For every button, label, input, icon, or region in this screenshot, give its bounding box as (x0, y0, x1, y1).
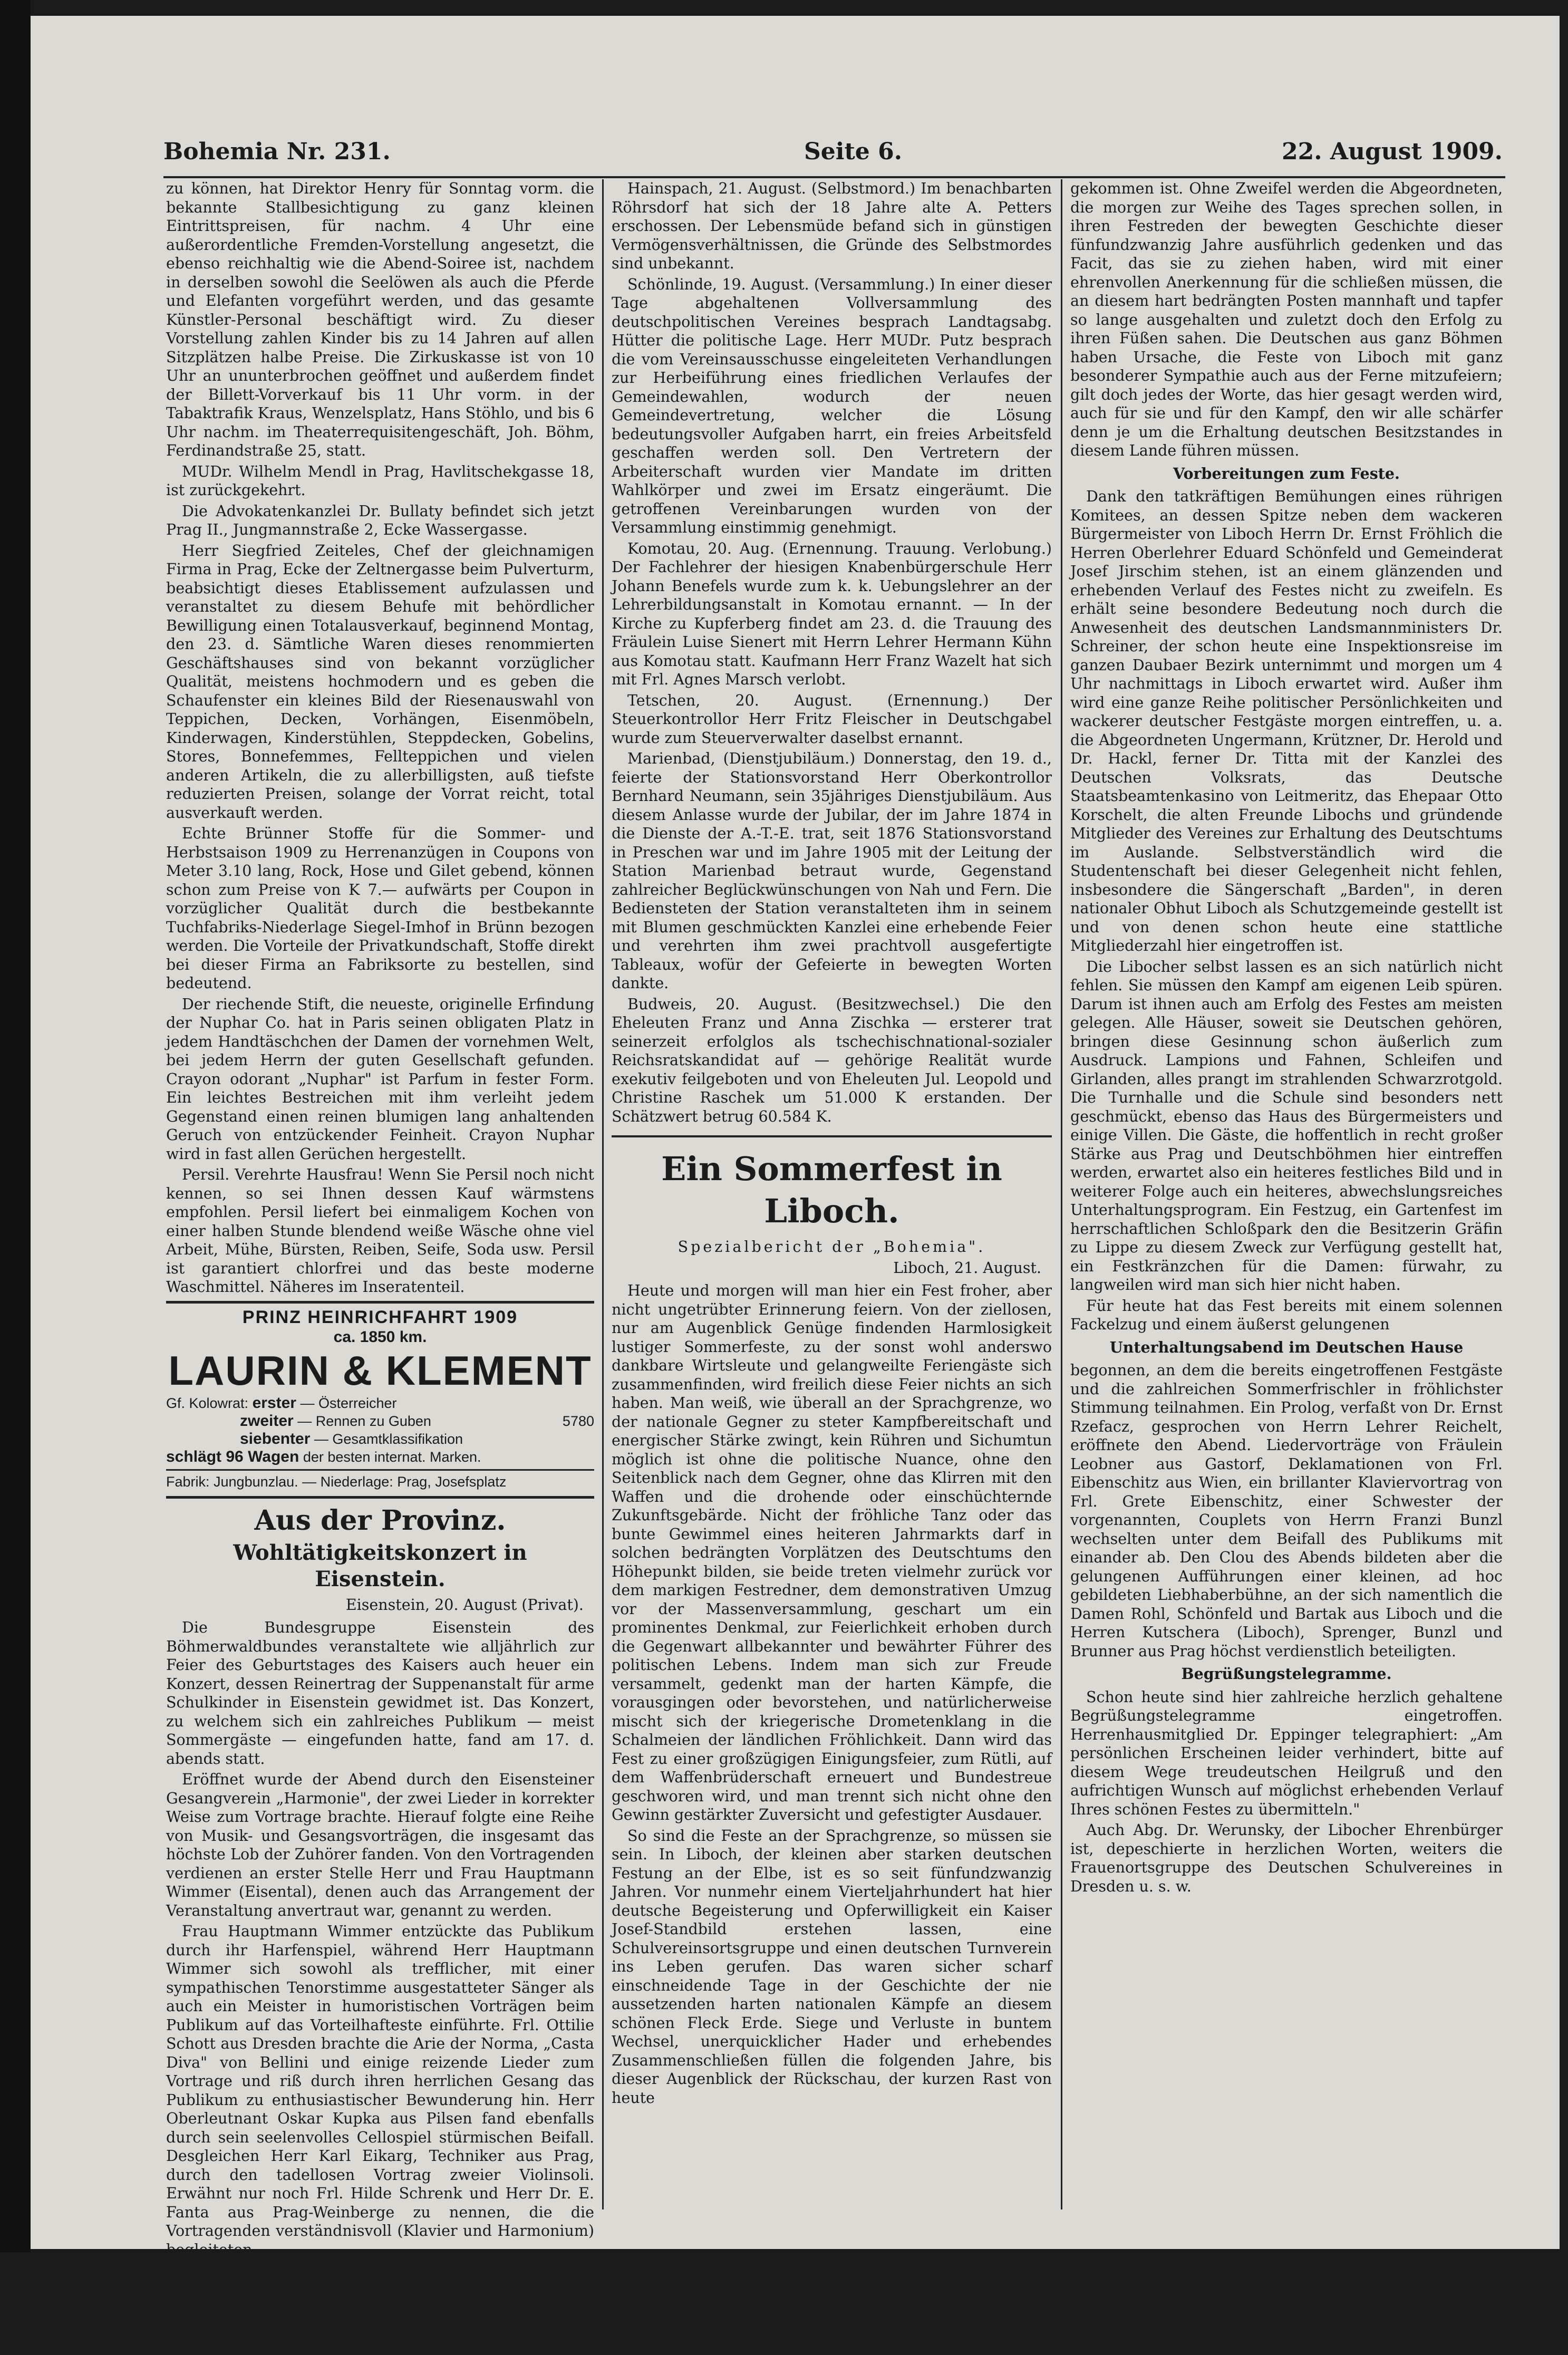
ad-footer: Fabrik: Jungbunzlau. — Niederlage: Prag, Josefsplatz (166, 1469, 594, 1491)
ad-distance: ca. 1850 km. (333, 1328, 427, 1346)
news-marienbad: Marienbad, (Dienstjubiläum.) Donnerstag, den 19. d., feierte der Stationsvorstand Herr Oberkontrollor Bernhard Neumann, sein 35jähriges Dienstjubiläum. Aus diesem Anlasse wurde der Jubilar, der im Jahre 1874 in die Dienste der A.-T.-E. trat, seit 1876 Stationsvorstand in Preschen war und im Jahre 1905 mit der Leitung der Station Marienbad betraut wurde, Gegenstand zahlreicher Beglückwünschungen von Nah und Fern. Die Bediensteten der Station veranstalteten ihm in seinem mit Blumen geschmückten Kanzlei eine erhebende Feier und verehrten ihm zwei prachtvoll ausgefertigte Tableaux, wofür der Gefeierte in bewegten Worten dankte. (612, 750, 1052, 992)
eisenstein-paragraph-3: Frau Hauptmann Wimmer entzückte das Publikum durch ihr Harfenspiel, während Herr Hauptmann Wimmer sich sowohl als trefflicher, mit einer sympathischen Tenorstimme ausgestatteter Sänger als auch ein Meister in humoristischen Vorträgen beim Publikum auf das Vorteilhafteste einführte. Frl. Ottilie Schott aus Dresden brachte die Arie der Norma, „Casta Diva" von Bellini und einige reizende Lieder zum Vortrage und riß durch ihren herrlichen Gesang das Publikum zu enthusiastischer Bewunderung hin. Herr Oberleutnant Oskar Kupka aus Pilsen fand ebenfalls durch sein seelenvolles Cellospiel stürmischen Beifall. Desgleichen Herr Karl Eikarg, Techniker aus Prag, durch den tadellosen Vortrag zweier Violinsoli. Erwähnt nur noch Frl. Hilde Schrenk und Herr Dr. E. Fanta aus Prag-Weinberge zu nennen, die die Vortragenden verständnisvoll (Klavier und Harmonium) begleiteten. (166, 1923, 594, 2259)
news-komotau: Komotau, 20. Aug. (Ernennung. Trauung. Verlobung.) Der Fachlehrer der hiesigen Knabenbürgerschule Herr Johann Benefels wurde zum k. k. Uebungslehrer an der Lehrerbildungsanstalt in Komotau ernannt. — In der Kirche zu Kupferberg findet am 23. d. die Trauung des Fräulein Luise Sienert mit Herrn Lehrer Hermann Kühn aus Komotau statt. Kaufmann Herr Franz Wazelt hat sich mit Frl. Agnes Marsch verlobt. (612, 539, 1052, 688)
article-title-eisenstein: Wohltätigkeitskonzert in Eisenstein. (233, 1540, 527, 1591)
section-title-province: Aus der Provinz. (254, 1504, 506, 1537)
news-budweis: Budweis, 20. August. (Besitzwechsel.) Die den Eheleuten Franz und Anna Zischka — ersterer trat seinerzeit erfolglos als tschechischnational-sozialer Reichsratskandidat auf — gehörige Realität wurde exekutiv feilgeboten und von Eheleuten Jul. Leopold und Christine Raschek um 51.000 K erstanden. Der Schätzwert betrug 60.584 K. (612, 995, 1052, 1125)
circus-notice: zu können, hat Direktor Henry für Sonntag vorm. die bekannte Stallbesichtigung zu ganz kleinen Eintrittspreisen, für nachm. 4 Uhr eine außerordentliche Fremden-Vorstellung angesetzt, die ebenso reichhaltig wie die Abend-Soiree ist, nachdem in derselben sowohl die Seelöwen als auch die Pferde und Elefanten vorgeführt werden, und das gesamte Künstler-Personal beschäftigt wird. Zu dieser Vorstellung zahlen Kinder bis zu 14 Jahren auf allen Sitzplätzen halbe Preise. Die Zirkuskasse ist von 10 Uhr an ununterbrochen geöffnet und außerdem findet der Billett-Vorverkauf bis 11 Uhr vorm. in der Tabaktrafik Kraus, Wenzelsplatz, Hans Stöhlo, und bis 6 Uhr nachm. im Theaterrequisitengeschäft, Joh. Böhm, Ferdinandstraße 25, statt. (166, 180, 594, 459)
news-tetschen: Tetschen, 20. August. (Ernennung.) Der Steuerkontrollor Herr Fritz Fleischer in Deutschgabel wurde zum Steuerverwalter daselbst ernannt. (612, 691, 1052, 747)
column-2 (612, 179, 1052, 2209)
special-report-line: Spezialbericht der „Bohemia". (677, 1238, 986, 1256)
notice-persil: Persil. Verehrte Hausfrau! Wenn Sie Persil noch nicht kennen, so sei Ihnen dessen Kauf wärmstens empfohlen. Persil liefert bei einmaligem Kochen von einer halben Stunde blendend weiße Wäsche ohne viel Arbeit, Mühe, Bürsten, Reiben, Seife, Soda usw. Persil ist garantiert chlorfrei und das beste moderne Waschmittel. Näheres im Inseratenteil. (166, 1166, 594, 1296)
column-divider-1 (602, 179, 604, 2209)
column-divider-2 (1061, 179, 1062, 2209)
subhead-entertainment-evening: Unterhaltungsabend im Deutschen Hause (1109, 1338, 1464, 1356)
eisenstein-paragraph-4: Zum Schluß sei erwähnt, daß das Publikum von der Vornehmheit und Gediegenheit der feurigen Darbietungen auf das angenehmste überrascht war und daß der Reinertrag ein nicht unbedeutender sein dürfte. (166, 2262, 594, 2354)
dateline-liboch: Liboch, 21. August. (893, 1259, 1041, 1277)
ad-row-2: zweiter — Rennen zu Guben 5780 (240, 1412, 594, 1430)
entertainment-paragraph: begonnen, an dem die bereits eingetroffenen Festgäste und die zahlreichen Sommerfrischler in fröhlichster Stimmung teilnahmen. Ein Prolog, verfaßt von Dr. Ernst Rzefacz, gesprochen von Herrn Lehrer Reichelt, eröffnete den Abend. Liedervorträge von Fräulein Leobner aus Gastorf, Deklamationen von Frl. Eibenschitz aus Wien, ein brillanter Klaviervortrag von Frl. Grete Eibenschitz, einer Schwester der vorgenannten, Couplets von Herrn Franzi Bunzl wechselten unter dem Beifall des Publikums mit einander ab. Den Clou des Abends bildeten aber die gelungenen Aufführungen einer kleinen, ad hoc gebildeten Liebhaberbühne, an der sich namentlich die Damen Rohl, Schönfeld und Bartak aus Liboch und die Herren Kutschera (Liboch), Sprenger, Bunzl und Brunner aus Prag höchst verdienstlich beteiligten. (1070, 1362, 1503, 1660)
ad-event-title: PRINZ HEINRICHFAHRT 1909 (242, 1307, 518, 1327)
page-header (163, 138, 1503, 175)
ad-brand: LAURIN & KLEMENT (168, 1347, 592, 1394)
column-1 (166, 179, 594, 2354)
subhead-telegrams: Begrüßungstelegramme. (1181, 1665, 1392, 1683)
ad-row-1: Gf. Kolowrat: erster — Österreicher (166, 1394, 397, 1412)
article-title-liboch: Ein Sommerfest in Liboch. (612, 1135, 1052, 1232)
eisenstein-paragraph-2: Eröffnet wurde der Abend durch den Eisensteiner Gesangverein „Harmonie", der zwei Lieder in korrekter Weise zum Vortrage brachte. Hierauf folgte eine Reihe von Musik- und Gesangsvorträgen, die insgesamt das höchste Lob der Zuhörer fanden. Von den Vortragenden verdienen an erster Stelle Herr und Frau Hauptmann Wimmer (Eisental), denen auch das Arrangement der Veranstaltung anvertraut war, genannt zu werden. (166, 1771, 594, 1919)
news-schoenlinde: Schönlinde, 19. August. (Versammlung.) In einer dieser Tage abgehaltenen Vollversammlung des deutschpolitischen Vereines besprach Landtagsabg. Hütter die politische Lage. Herr MUDr. Putz besprach die vom Vereinsausschusse eingeleiteten Verhandlungen zur Herbeiführung eines friedlichen Verlaufes der Gemeindewahlen, wodurch der neuen Gemeindevertretung, welcher die Lösung bedeutungsvoller Aufgaben harrt, ein freies Arbeitsfeld geschaffen werden soll. Den Vertretern der Arbeiterschaft wurden vier Mandate im dritten Wahlkörper und zwei im Ersatz eingeräumt. Die getroffenen Vereinbarungen wurden von der Versammlung einstimmig genehmigt. (612, 275, 1052, 536)
header-date: 22. August 1909. (1282, 138, 1503, 165)
telegrams-paragraph-1: Schon heute sind hier zahlreiche herzlich gehaltene Begrüßungstelegramme eingetroffen. Herrenhausmitglied Dr. Eppinger telegraphiert: „Am persönlichen Erscheinen leider verhindert, bitte auf diesem Wege treudeutschen Heilgruß und den aufrichtigen Wunsch auf möglichst erhebenden Verlauf Ihres schönen Festes zu übermitteln." (1070, 1688, 1503, 1818)
header-rule (163, 176, 1505, 178)
header-page-number: Seite 6. (804, 138, 903, 165)
preparations-paragraph-3: Für heute hat das Fest bereits mit einem solennen Fackelzug und einem äußerst gelungenen (1070, 1297, 1503, 1333)
column-3 (1070, 179, 1503, 2209)
eisenstein-paragraph-1: Die Bundesgruppe Eisenstein des Böhmerwaldbundes veranstaltete wie alljährlich zur Feier des Geburtstages des Kaisers auch heuer ein Konzert, dessen Reinertrag der Suppenanstalt für arme Schulkinder in Eisenstein gewidmet ist. Das Konzert, zu welchem sich ein zahlreiches Publikum — meist Sommergäste — eingefunden hatte, fand am 17. d. abends statt. (166, 1619, 594, 1768)
scan-border-left (0, 0, 31, 2252)
ad-row-4: schlägt 96 Wagen der besten internat. Marken. (166, 1447, 481, 1465)
preparations-paragraph-1: Dank den tatkräftigen Bemühungen eines rührigen Komitees, an dessen Spitze neben dem wackeren Bürgermeister von Liboch Herrn Dr. Ernst Fröhlich die Herren Oberlehrer Eduard Schönfeld und Gemeinderat Josef Jirschim stehen, ist an einem glänzenden und erhebenden Verlauf des Festes nicht zu zweifeln. Es erhält seine besondere Bedeutung noch durch die Anwesenheit des deutschen Landsmannministers Dr. Schreiner, der schon heute eine Inspektionsreise im ganzen Daubaer Bezirk unternimmt und morgen um 4 Uhr nachmittags in Liboch erwartet wird. Außer ihm wird eine ganze Reihe politischer Persönlichkeiten und wackerer deutscher Festgäste morgen eintreffen, u. a. die Abgeordneten Ungermann, Krützner, Dr. Herold und Dr. Hackl, ferner Dr. Titta mit der Kanzlei des Deutschen Volksrats, das Deutsche Staatsbeamtenkasino von Leitmeritz, das Ehepaar Otto Korschelt, die alten Freunde Libochs und gründende Mitglieder des Vereines zur Erhaltung des Deutschtums im Auslande. Selbstverständlich wird die Studentenschaft bei dieser Gelegenheit nicht fehlen, insbesondere die Sängerschaft „Barden", in deren nationaler Obhut Liboch als Schutzgemeinde gestellt ist und von denen schon heute eine stattliche Mitgliederzahl hier eingetroffen ist. (1070, 488, 1503, 954)
subhead-preparations: Vorbereitungen zum Feste. (1173, 464, 1400, 482)
preparations-paragraph-2: Die Libocher selbst lassen es an sich natürlich nicht fehlen. Sie müssen den Kampf am eigenen Leib spüren. Darum ist ihnen auch am Erfolg des Festes am meisten gelegen. Alle Häuser, soweit sie Deutschen gehören, bringen diese Gesinnung schon äußerlich zum Ausdruck. Lampions und Fahnen, Schleifen und Girlanden, alles prangt im strahlenden Schwarzrotgold. Die Turnhalle und die Schule sind besonders nett geschmückt, ebenso das Haus des Bürgermeisters und einige Villen. Die Gäste, die hoffentlich in recht großer Stärke aus Prag und Deutschböhmen hier eintreffen werden, erwartet also ein heiteres festliches Bild und in weiterer Folge auch ein heiteres, abwechslungsreiches Unterhaltungsprogram. Ein Festzug, ein Gartenfest im herrschaftlichen Schloßpark den die Besitzerin Gräfin zu Lippe zu diesem Zweck zur Verfügung gestellt hat, ein Festkränzchen für die Damen: fürwahr, zu langweilen wird man sich hier nicht haben. (1070, 958, 1503, 1294)
notice-nuphar: Der riechende Stift, die neueste, originelle Erfindung der Nuphar Co. hat in Paris seinen obligaten Platz in jedem Handtäschchen der Damen der vornehmen Welt, bei jedem Herrn der guten Gesellschaft gefunden. Crayon odorant „Nuphar" ist Parfum in fester Form. Ein leichtes Bestreichen mit ihm verleiht jedem Gegenstand einen reinen blumigen lang anhaltenden Geruch von entzückender Feinheit. Crayon Nuphar wird in fast allen Gerüchen hergestellt. (166, 995, 594, 1163)
notice-bullaty: Die Advokatenkanzlei Dr. Bullaty befindet sich jetzt Prag II., Jungmannstraße 2, Ecke Wassergasse. (166, 502, 594, 538)
liboch-paragraph-3: gekommen ist. Ohne Zweifel werden die Abgeordneten, die morgen zur Weihe des Tages sprechen sollen, in ihren Festreden der bewegten Geschichte dieser fünfundzwanzig Jahre ausführlich gedenken und das Facit, das sie zu ziehen haben, wird mit einer ehrenvollen Anerkennung für die schließen müssen, die an diesem hart bedrängten Posten mannhaft und tapfer so lange ausgehalten und zuletzt doch den Erfolg zu ihren Füßen sahen. Die Deutschen aus ganz Böhmen haben Ursache, die Feste von Liboch mit ganz besonderer Sympathie auch aus der Ferne mitzufeiern; gilt doch jedes der Worte, das hier gesagt werden wird, auch für sie und für den Kampf, den wir alle schärfer denn je um die Erhaltung deutschen Besitzstandes in diesem Lande führen müssen. (1070, 180, 1503, 459)
news-hainspach: Hainspach, 21. August. (Selbstmord.) Im benachbarten Röhrsdorf hat sich der 18 Jahre alte A. Petters erschossen. Der Lebensmüde befand sich in günstigen Vermögensverhältnissen, die Gründe des Selbstmordes sind unbekannt. (612, 180, 1052, 272)
liboch-paragraph-1: Heute und morgen will man hier ein Fest froher, aber nicht ungetrübter Erinnerung feiern. Von der ziellosen, nur am Augenblick Genüge findenden Harmlosigkeit lustiger Sommerfeste, zu der sonst wohl anderswo dankbare Wirtsleute und gelangweilte Feriengäste sich zusammenfinden, wird freilich diese Feier nichts an sich haben. Man weiß, wie überall an der Sprachgrenze, wo der nationale Gegner zu steter Kampfbereitschaft und energischer Stärke zwingt, kein Rühren und Sichumtun möglich ist ohne die politische Nuance, ohne den Seitenblick nach dem Gegner, ohne das Klirren mit den Waffen und die drohende oder einschüchternde Zukunftsgebärde. Nicht der fröhliche Tanz oder das bunte Gewimmel eines heiteren Jahrmarkts darf in solchen bedrängten Vorplätzen des Deutschtums den Höhepunkt bilden, sie beide treten vielmehr zurück vor dem markigen Festredner, dem demonstrativen Umzug vor der Massenversammlung, geschart um ein prominentes Denkmal, zur Feierlichkeit erhoben durch die Gegenwart allbekannter und bewährter Führer des politischen Lebens. Indem man sich zur Freude versammelt, gedenkt man der harten Kämpfe, die vorausgingen oder bevorstehen, und natürlicherweise mischt sich der kriegerische Drometenklang in die Schalmeien der ländlichen Fröhlichkeit. Dann wird das Fest zu einer großzügigen Einigungsfeier, zum Rütli, auf dem Waffenbrüderschaft erneuert und Bundestreue geschworen wird, und man trennt sich nicht ohne den Gewinn gestärkter Zuversicht und gefestigter Ausdauer. (612, 1282, 1052, 1823)
dateline-eisenstein: Eisenstein, 20. August (Privat). (345, 1596, 584, 1614)
notice-zeiteles: Herr Siegfried Zeiteles, Chef der gleichnamigen Firma in Prag, Ecke der Zeltnergasse beim Pulverturm, beabsichtigt dieses Etablissement aufzulassen und veranstaltet zu diesem Behufe mit behördlicher Bewilligung einen Totalausverkauf, beginnend Montag, den 23. d. Sämtliche Waren dieses renommierten Geschäftshauses sind von bekannt vorzüglicher Qualität, meistens hochmodern und es geben die Schaufenster ein kleines Bild der Riesenauswahl von Teppichen, Decken, Vorhängen, Eisenmöbeln, Kinderwagen, Kinderstühlen, Steppdecken, Gobelins, Stores, Bonnefemmes, Fellteppichen und vielen anderen Artikeln, die zu allerbilligsten, auß tiefste reduzierten Preisen, solange der Vorrat reicht, total ausverkauft werden. (166, 542, 594, 822)
liboch-paragraph-2: So sind die Feste an der Sprachgrenze, so müssen sie sein. In Liboch, der kleinen aber starken deutschen Festung an der Elbe, ist es so seit fünfundzwanzig Jahren. Vor nunmehr einem Vierteljahrhundert hat hier deutsche Begeisterung und Opferwilligkeit ein Kaiser Josef-Standbild erstehen lassen, eine Schulvereinsortsgruppe und einen deutschen Turnverein ins Leben gerufen. Das waren sicher scharf einschneidende Tage in der Geschichte der nie aussetzenden harten nationalen Kämpfe an diesem schönen Fleck Erde. Siege und Verluste in buntem Wechsel, unerquicklicher Hader und erhebendes Zusammenschließen füllen die folgenden Jahre, bis dieser Augenblick der Rückschau, der kurzen Rast von heute (612, 1827, 1052, 2107)
notice-mendl: MUDr. Wilhelm Mendl in Prag, Havlitschekgasse 18, ist zurückgekehrt. (166, 462, 594, 499)
notice-bruenner-stoffe: Echte Brünner Stoffe für die Sommer- und Herbstsaison 1909 zu Herrenanzügen in Coupons von Meter 3.10 lang, Rock, Hose und Gilet gebend, können schon zum Preise von K 7.— aufwärts per Coupon in vorzüglicher Qualität durch die bestbekannte Tuchfabriks-Niederlage Siegel-Imhof in Brünn bezogen werden. Die Vorteile der Privatkundschaft, Stoffe direkt bei dieser Firma an Fabriksorte zu bestellen, sind bedeutend. (166, 825, 594, 992)
header-publication: Bohemia Nr. 231. (163, 138, 391, 165)
ad-row-3: siebenter — Gesamtklassifikation (240, 1430, 463, 1447)
laurin-klement-advertisement (166, 1301, 594, 1499)
telegrams-paragraph-2: Auch Abg. Dr. Werunsky, der Libocher Ehrenbürger ist, depeschierte in herzlichen Worten, weiters die Frauenortsgruppe des Deutschen Schulvereines in Dresden u. s. w. (1070, 1821, 1503, 1895)
